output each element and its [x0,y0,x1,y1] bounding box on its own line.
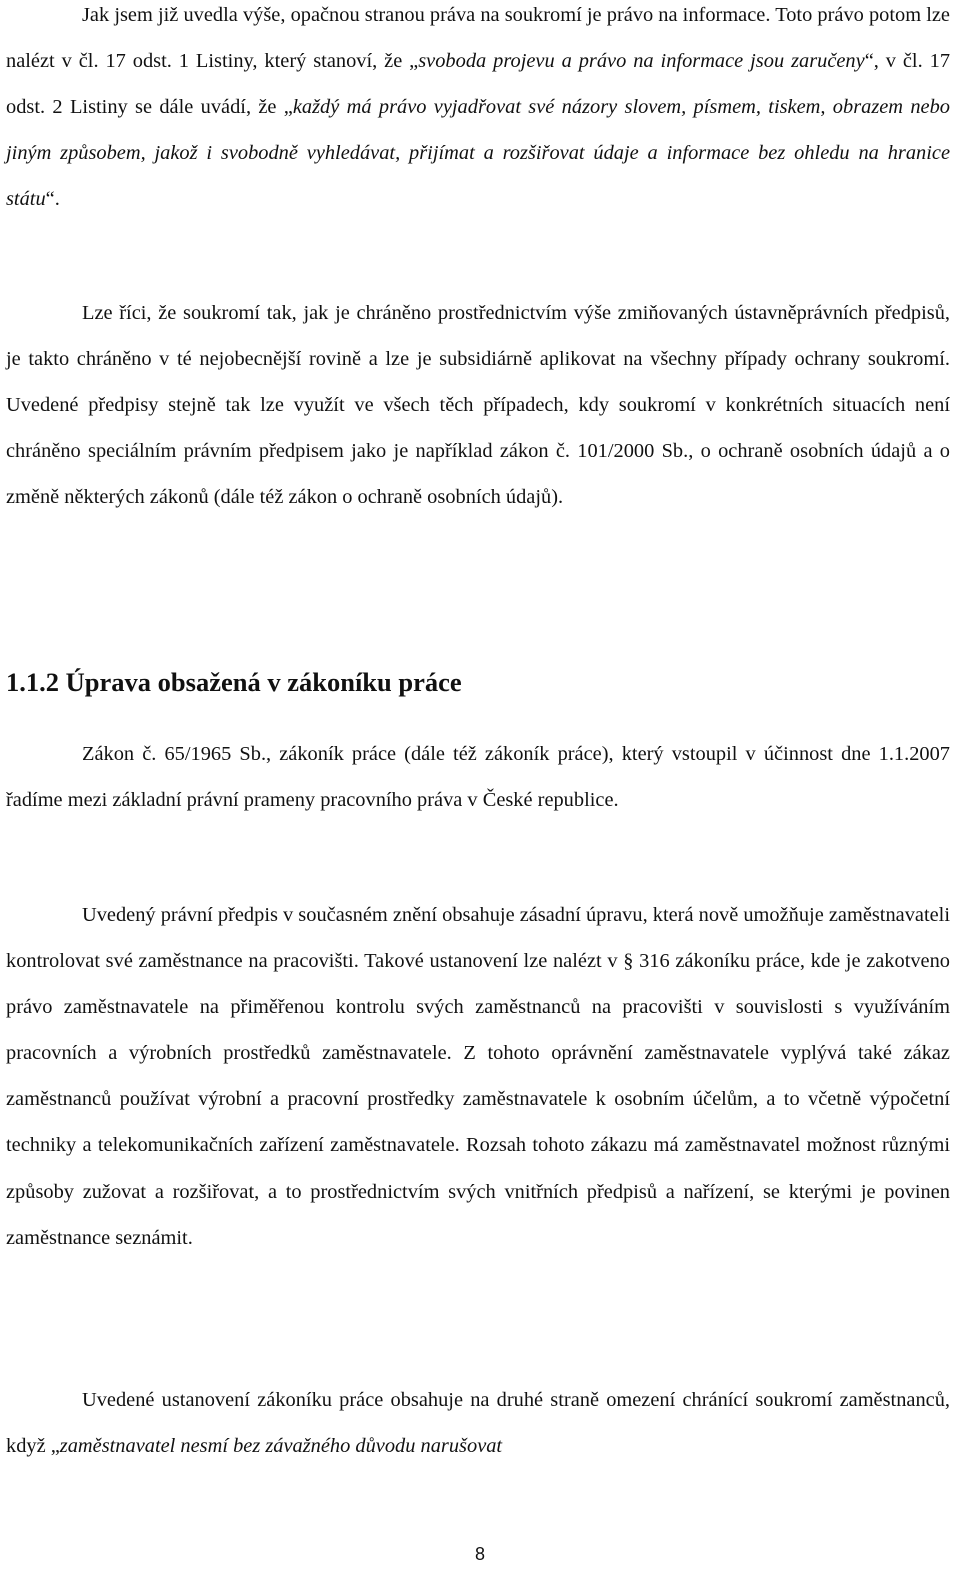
paragraph-text: Jak jsem již uvedla výše, opačnou stranou práva na soukromí je právo na informace. Toto právo potom lze nalézt v čl. 17 odst. 1 Listiny, který stanoví, že „ [6,4,950,73]
quote-labour-code: zaměstnavatel nesmí bez závažného důvodu narušovat [59,1435,503,1458]
paragraph-text: “. [45,188,60,211]
paragraph-right-to-information [6,0,950,222]
paragraph-labour-code-intro: Zákon č. 65/1965 Sb., zákoník práce (dále též zákoník práce), který vstoupil v účinnost dne 1.1.2007 řadíme mezi základní právní prameny pracovního práva v České republice. [6,743,950,812]
paragraph-constitutional-protection: Lze říci, že soukromí tak, jak je chráněno prostřednictvím výše zmiňovaných ústavněprávních předpisů, je takto chráněno v té nejobecnější rovině a lze je subsidiárně aplikovat na všechny případy ochrany soukromí. Uvedené předpisy stejně tak lze využít ve všech těch případech, kdy soukromí v konkrétních situacích není chráněno speciálním právním předpisem jako je například zákon č. 101/2000 Sb., o ochraně osobních údajů a o změně některých zákonů (dále též zákon o ochraně osobních údajů). [6,302,950,509]
page-number: 8 [474,1544,485,1564]
quote-charter-art17-1: svoboda projevu a právo na informace jsou zaručeny [418,50,865,73]
paragraph-text: “, v čl. 17 odst. 2 Listiny se dále uvádí, že „ [6,50,951,119]
paragraph-employer-control: Uvedený právní předpis v současném znění obsahuje zásadní úpravu, která nově umožňuje zaměstnavateli kontrolovat své zaměstnance na pracovišti. Takové ustanovení lze nalézt v § 316 zákoníku práce, kde je zakotveno právo zaměstnavatele na přiměřenou kontrolu svých zaměstnanců na pracovišti v souvislosti s využíváním pracovních a výrobních prostředků zaměstnavatele. Z tohoto oprávnění zaměstnavatele vyplývá také zákaz zaměstnanců používat výrobní a pracovní prostředky zaměstnavatele k osobním účelům, a to včetně výpočetní techniky a telekomunikačních zařízení zaměstnavatele. Rozsah tohoto zákazu má zaměstnavatel možnost různými způsoby zužovat a rozšiřovat, a to prostřednictvím svých vnitřních předpisů a nařízení, se kterými je povinen zaměstnance seznámit. [6,904,951,1249]
paragraph-text: Uvedené ustanovení zákoníku práce obsahuje na druhé straně omezení chránící soukromí zaměstnanců, když „ [6,1389,950,1458]
section-heading: 1.1.2 Úprava obsažená v zákoníku práce [6,667,462,697]
paragraph-privacy-limits [6,1377,950,1469]
quote-charter-art17-2: každý má právo vyjadřovat své názory slovem, písmem, tiskem, obrazem nebo jiným způsobem, jakož i svobodně vyhledávat, přijímat a rozšiřovat údaje a informace bez ohledu na hranice státu [6,96,950,211]
